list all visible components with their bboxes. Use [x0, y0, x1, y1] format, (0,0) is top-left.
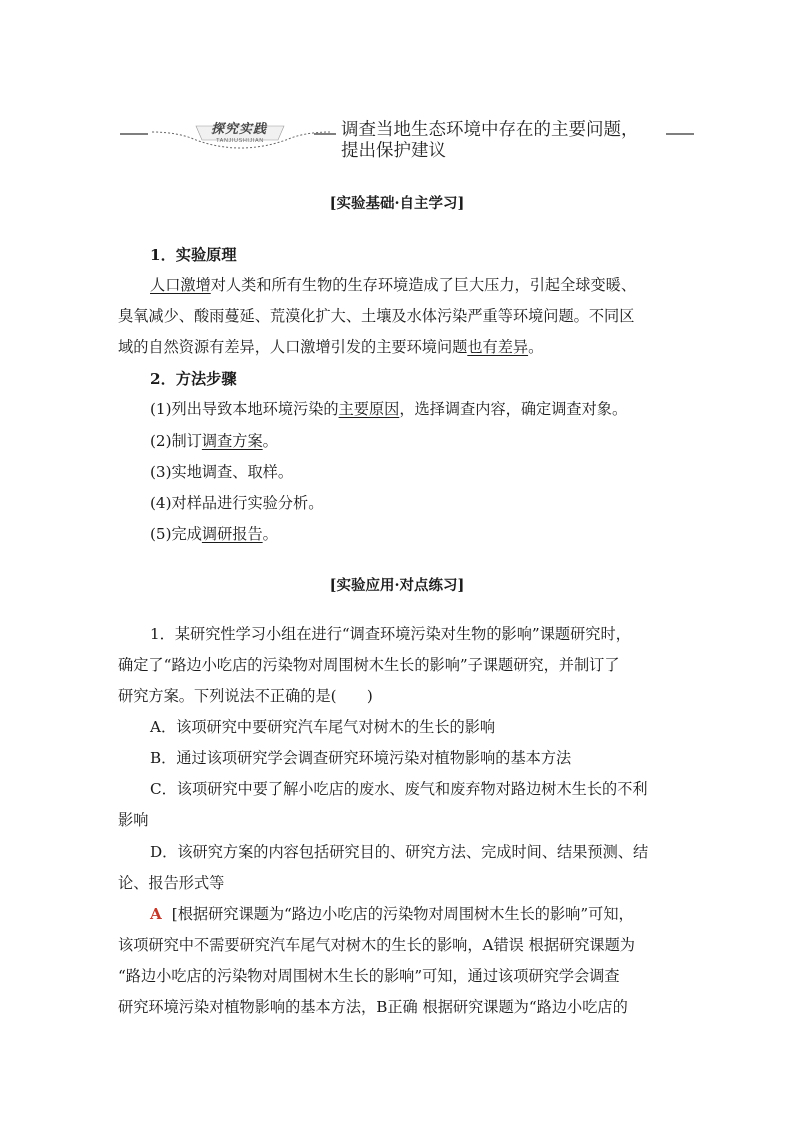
text-span: (5)完成 [150, 525, 202, 543]
text-span: (2)制订 [150, 432, 202, 450]
option-c-line-1: C．该项研究中要了解小吃店的废水、废气和废弃物对路边树木生长的不利 [150, 780, 648, 798]
question-line-2: 确定了“路边小吃店的污染物对周围树木生长的影响”子课题研究，并制订了 [118, 656, 620, 674]
blank-answer: 调查方案 [201, 432, 263, 450]
question-line-1: 1．某研究性学习小组在进行“调查环境污染对生物的影响”课题研究时， [150, 625, 631, 643]
banner-badge-subtitle: TANJIUSHIJIAN [216, 138, 264, 144]
answer-letter: A [150, 905, 162, 923]
question-line-3: 研究方案。下列说法不正确的是( ) [118, 687, 373, 705]
blank-answer: 主要原因 [338, 400, 400, 418]
step-5 [150, 523, 278, 544]
answer-explanation: [根据研究课题为“路边小吃店的污染物对周围树木生长的影响”可知， [171, 905, 634, 923]
blank-answer: 也有差异 [467, 338, 529, 356]
option-a: A．该项研究中要研究汽车尾气对树木的生长的影响 [150, 718, 496, 736]
option-d-line-1: D．该研究方案的内容包括研究目的、研究方法、完成时间、结果预测、结 [150, 843, 649, 861]
step-3: (3)实地调查、取样。 [150, 463, 294, 481]
step-2 [150, 430, 278, 451]
principle-line-1 [150, 274, 636, 295]
text-span: 。 [262, 432, 278, 450]
option-c-line-2: 影响 [118, 811, 149, 829]
section-title-practice: [实验应用·对点练习] [329, 577, 465, 594]
banner-title-line1: 调查当地生态环境中存在的主要问题， [341, 120, 639, 140]
option-b: B．通过该项研究学会调查研究环境污染对植物影响的基本方法 [150, 749, 572, 767]
heading-method: 2．方法步骤 [150, 370, 237, 388]
step-4: (4)对样品进行实验分析。 [150, 494, 324, 512]
section-title-basics: [实验基础·自主学习] [329, 195, 465, 212]
answer-line-3: “路边小吃店的污染物对周围树木生长的影响”可知，通过该项研究学会调查 [118, 967, 620, 985]
blank-answer: 调研报告 [201, 525, 263, 543]
answer-line-2: 该项研究中不需要研究汽车尾气对树木的生长的影响，A错误 根据研究课题为 [118, 936, 635, 954]
text-span: (1)列出导致本地环境污染的 [150, 400, 339, 418]
principle-line-3 [118, 336, 543, 357]
text-span: 域的自然资源有差异，人口激增引发的主要环境问题 [118, 338, 468, 356]
text-span: 。 [528, 338, 544, 356]
answer-line-1 [150, 903, 634, 924]
banner-title-line2: 提出保护建议 [341, 141, 446, 161]
text-span: 。 [262, 525, 278, 543]
answer-line-4: 研究环境污染对植物影响的基本方法，B正确 根据研究课题为“路边小吃店的 [118, 998, 628, 1016]
banner-badge-title: 探究实践 [210, 122, 267, 137]
heading-principle: 1．实验原理 [150, 246, 237, 264]
section-banner [118, 112, 698, 162]
option-d-line-2: 论、报告形式等 [118, 874, 225, 892]
principle-line-2: 臭氧减少、酸雨蔓延、荒漠化扩大、土壤及水体污染严重等环境问题。不同区 [118, 307, 635, 325]
blank-answer: 人口激增 [150, 276, 211, 294]
text-span: 对人类和所有生物的生存环境造成了巨大压力，引起全球变暖、 [210, 276, 636, 294]
step-1 [150, 398, 627, 419]
text-span: ，选择调查内容，确定调查对象。 [399, 400, 628, 418]
